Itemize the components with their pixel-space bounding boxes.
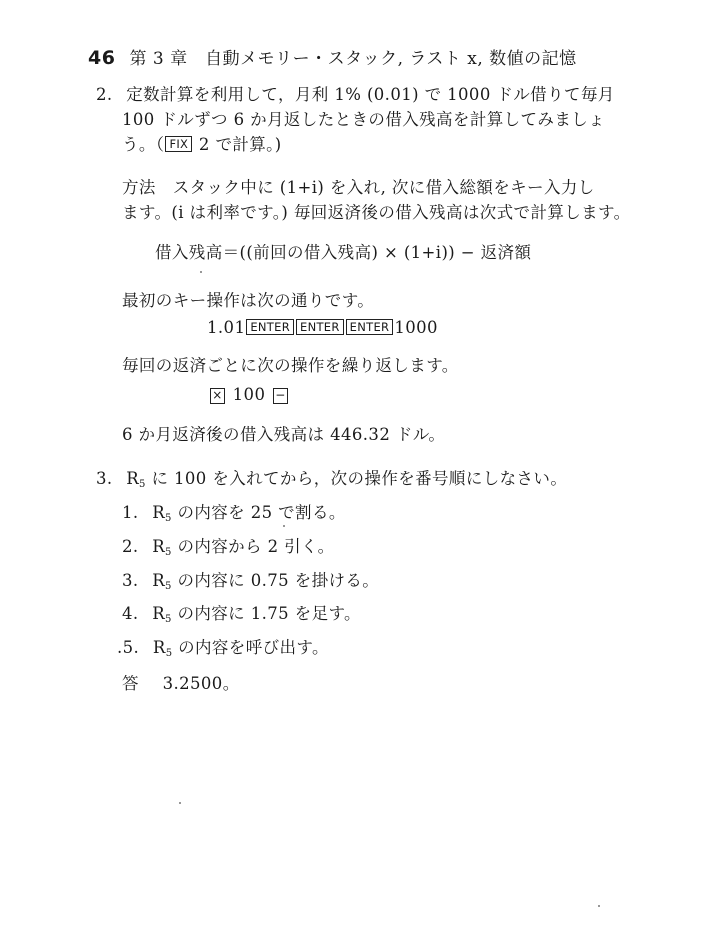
- step-register-sub: 5: [165, 547, 172, 558]
- problem-2-text-1: 定数計算を利用して，月利 1% (0.01) で 1000 ドル借りて毎月: [126, 85, 615, 104]
- step-number: 2.: [122, 537, 139, 556]
- problem-3-register: R: [126, 469, 140, 488]
- repeat-label: 毎回の返済ごとに次の操作を繰り返します。: [122, 356, 459, 375]
- problem-2-line-2: 100 ドルずつ 6 か月返したときの借入残高を計算してみましょ: [122, 110, 606, 129]
- step-number: 1.: [122, 503, 139, 522]
- enter-key-1: ENTER: [246, 319, 294, 335]
- enter-key-2: ENTER: [296, 319, 344, 335]
- problem-2-line-3: [122, 131, 282, 155]
- multiply-key: ×: [210, 388, 225, 404]
- scan-speck: [179, 802, 181, 804]
- fix-key: FIX: [165, 136, 192, 152]
- enter-key-3: ENTER: [346, 319, 394, 335]
- scan-speck: [598, 905, 600, 907]
- step-text: の内容に 0.75 を掛ける。: [177, 571, 380, 590]
- scan-speck: [283, 525, 285, 527]
- problem-2-number: 2.: [96, 85, 113, 104]
- step-number: 4.: [122, 604, 139, 623]
- step-5: [117, 634, 329, 659]
- step-number: .5.: [117, 638, 140, 657]
- problem-2-text-3-post: 2 で計算。): [198, 135, 282, 154]
- step-register-sub: 5: [165, 581, 172, 592]
- first-ops-label: 最初のキー操作は次の通りです。: [122, 291, 375, 310]
- method-line-2: ます。(i は利率です。) 毎回返済後の借入残高は次式で計算します。: [122, 203, 631, 222]
- step-register: R: [152, 604, 166, 623]
- method-line-1: 方法 スタック中に (1+i) を入れ, 次に借入総額をキー入力し: [122, 178, 595, 197]
- page-number: 46: [88, 47, 116, 69]
- answer-value: 3.2500。: [162, 674, 240, 693]
- answer-label: 答: [122, 674, 139, 693]
- step-register: R: [152, 537, 166, 556]
- step-text: の内容に 1.75 を足す。: [177, 604, 361, 623]
- problem-2-line-1: [96, 81, 615, 105]
- first-ops-keys: [207, 318, 438, 337]
- step-2: [122, 533, 335, 558]
- step-register-sub: 5: [165, 614, 172, 625]
- repeat-keys: [208, 385, 290, 404]
- first-ops-value: 1.01: [207, 318, 246, 337]
- step-1: [122, 499, 346, 524]
- step-register-sub: 5: [165, 513, 172, 524]
- chapter-title: 第 3 章 自動メモリー・スタック, ラスト x, 数値の記憶: [129, 49, 577, 69]
- formula: 借入残高＝((前回の借入残高) × (1+i)) − 返済額: [155, 243, 532, 262]
- step-number: 3.: [122, 571, 139, 590]
- answer: [122, 670, 240, 694]
- step-text: の内容から 2 引く。: [177, 537, 335, 556]
- problem-2-text-3-pre: う。（: [122, 135, 165, 154]
- step-text: の内容を呼び出す。: [178, 638, 329, 657]
- step-text: の内容を 25 で割る。: [177, 503, 346, 522]
- problem-3-register-sub: 5: [139, 479, 146, 490]
- step-register: R: [152, 638, 166, 657]
- step-register-sub: 5: [165, 648, 173, 659]
- minus-key: −: [273, 388, 288, 404]
- repeat-value: 100: [232, 385, 266, 404]
- first-ops-amount: 1000: [394, 318, 438, 337]
- problem-3-intro-text: に 100 を入れてから，次の操作を番号順にしなさい。: [151, 469, 568, 488]
- page-header: [88, 44, 577, 69]
- problem-3-intro: [96, 465, 567, 490]
- step-3: [122, 567, 379, 592]
- step-register: R: [152, 503, 166, 522]
- problem-3-number: 3.: [96, 469, 113, 488]
- step-4: [122, 600, 361, 625]
- problem-2-result: 6 か月返済後の借入残高は 446.32 ドル。: [122, 425, 446, 444]
- scan-speck: [200, 271, 202, 273]
- step-register: R: [152, 571, 166, 590]
